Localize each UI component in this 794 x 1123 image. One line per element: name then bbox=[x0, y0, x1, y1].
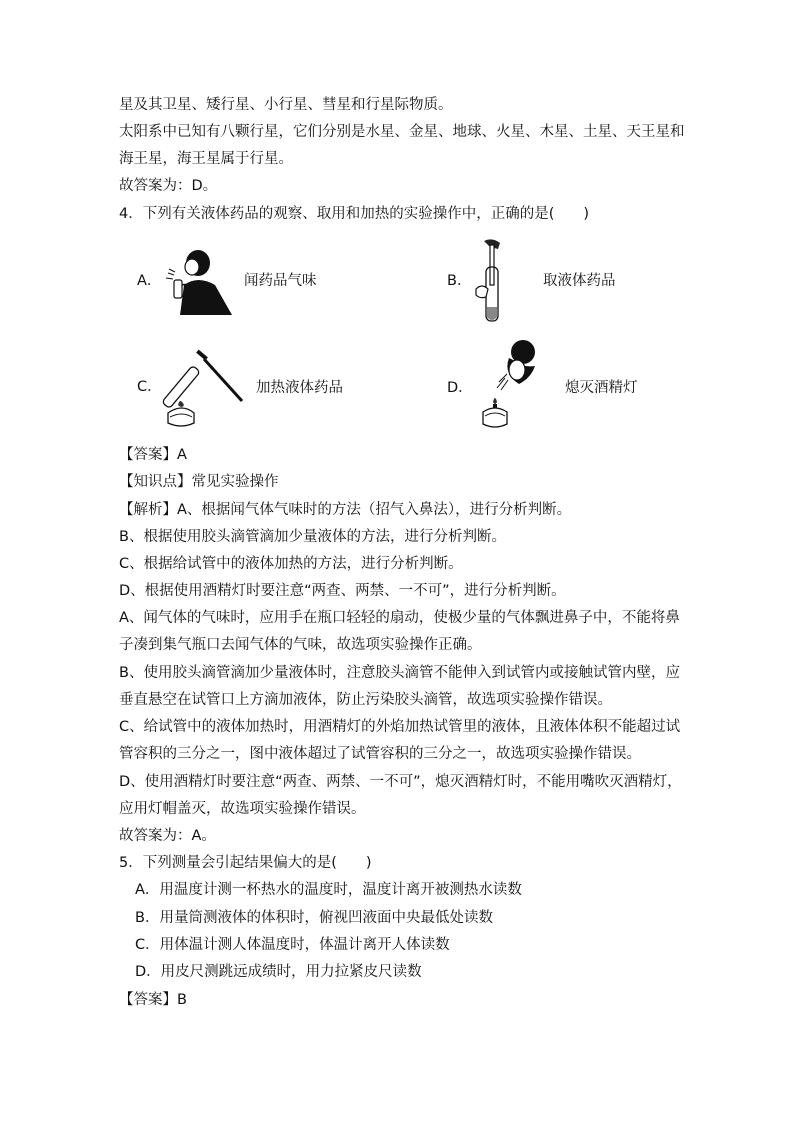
analysis-conclusion: 故答案为：A。 bbox=[119, 828, 216, 844]
analysis-line: C、根据给试管中的液体加热的方法，进行分析判断。 bbox=[119, 556, 463, 572]
option-a-label: A． bbox=[137, 273, 162, 289]
analysis-line: B、根据使用胶头滴管滴加少量液体的方法，进行分析判断。 bbox=[119, 529, 506, 545]
option-b-text: 取液体药品 bbox=[543, 273, 616, 289]
analysis-line: 垂直悬空在试管口上方滴加液体，防止污染胶头滴管，故选项实验操作错误。 bbox=[119, 692, 612, 708]
analysis-line: 【解析】A、根据闻气体气味时的方法（招气入鼻法），进行分析判断。 bbox=[119, 502, 572, 518]
q5-option-c: C．用体温计测人体温度时，体温计离开人体读数 bbox=[135, 937, 450, 953]
analysis-line: B、使用胶头滴管滴加少量液体时，注意胶头滴管不能伸入到试管内或接触试管内壁，应 bbox=[119, 665, 680, 681]
text-line: 故答案为：D。 bbox=[119, 178, 218, 194]
option-d-label: D． bbox=[447, 380, 473, 396]
analysis-line: D、根据使用酒精灯时要注意“两查、两禁、一不可”，进行分析判断。 bbox=[119, 583, 566, 599]
q5-option-b: B．用量筒测液体的体积时，俯视凹液面中央最低处读数 bbox=[135, 910, 493, 926]
option-b-label: B． bbox=[447, 273, 472, 289]
analysis-line: A、闻气体的气味时，应用手在瓶口轻轻的扇动，使极少量的气体飘进鼻子中，不能将鼻 bbox=[119, 610, 680, 626]
question-4: 4．下列有关液体药品的观察、取用和加热的实验操作中，正确的是( ) bbox=[119, 206, 590, 222]
knowledge-point-4: 【知识点】常见实验操作 bbox=[119, 474, 279, 490]
q5-option-a: A．用温度计测一杯热水的温度时，温度计离开被测热水读数 bbox=[135, 882, 522, 898]
text-line: 海王星，海王星属于行星。 bbox=[119, 151, 293, 167]
blowing-alcohol-lamp-figure bbox=[473, 338, 548, 434]
smelling-person-figure bbox=[160, 245, 240, 320]
question-5: 5．下列测量会引起结果偏大的是( ) bbox=[119, 855, 372, 871]
option-d-text: 熄灭酒精灯 bbox=[565, 380, 638, 396]
option-a-text: 闻药品气味 bbox=[244, 273, 317, 289]
dropper-test-tube-figure bbox=[472, 237, 512, 325]
analysis-line: 管容积的三分之一，图中液体超过了试管容积的三分之一，故选项实验操作错误。 bbox=[119, 746, 641, 762]
heating-test-tube-figure bbox=[160, 347, 248, 429]
answer-5: 【答案】B bbox=[119, 992, 187, 1008]
analysis-line: D、使用酒精灯时要注意“两查、两禁、一不可”，熄灭酒精灯时，不能用嘴吹灭酒精灯， bbox=[119, 774, 682, 790]
analysis-line: 子凑到集气瓶口去闻气体的气味，故选项实验操作正确。 bbox=[119, 637, 482, 653]
option-c-label: C． bbox=[137, 379, 162, 395]
analysis-line: 应用灯帽盖灭，故选项实验操作错误。 bbox=[119, 801, 366, 817]
analysis-line: C、给试管中的液体加热时，用酒精灯的外焰加热试管里的液体，且液体体积不能超过试 bbox=[119, 719, 681, 735]
option-c-text: 加热液体药品 bbox=[256, 380, 343, 396]
q5-option-d: D．用皮尺测跳远成绩时，用力拉紧皮尺读数 bbox=[135, 964, 422, 980]
text-line: 星及其卫星、矮行星、小行星、彗星和行星际物质。 bbox=[119, 97, 453, 113]
text-line: 太阳系中已知有八颗行星，它们分别是水星、金星、地球、火星、木星、土星、天王星和 bbox=[119, 124, 685, 140]
answer-4: 【答案】A bbox=[119, 447, 187, 463]
